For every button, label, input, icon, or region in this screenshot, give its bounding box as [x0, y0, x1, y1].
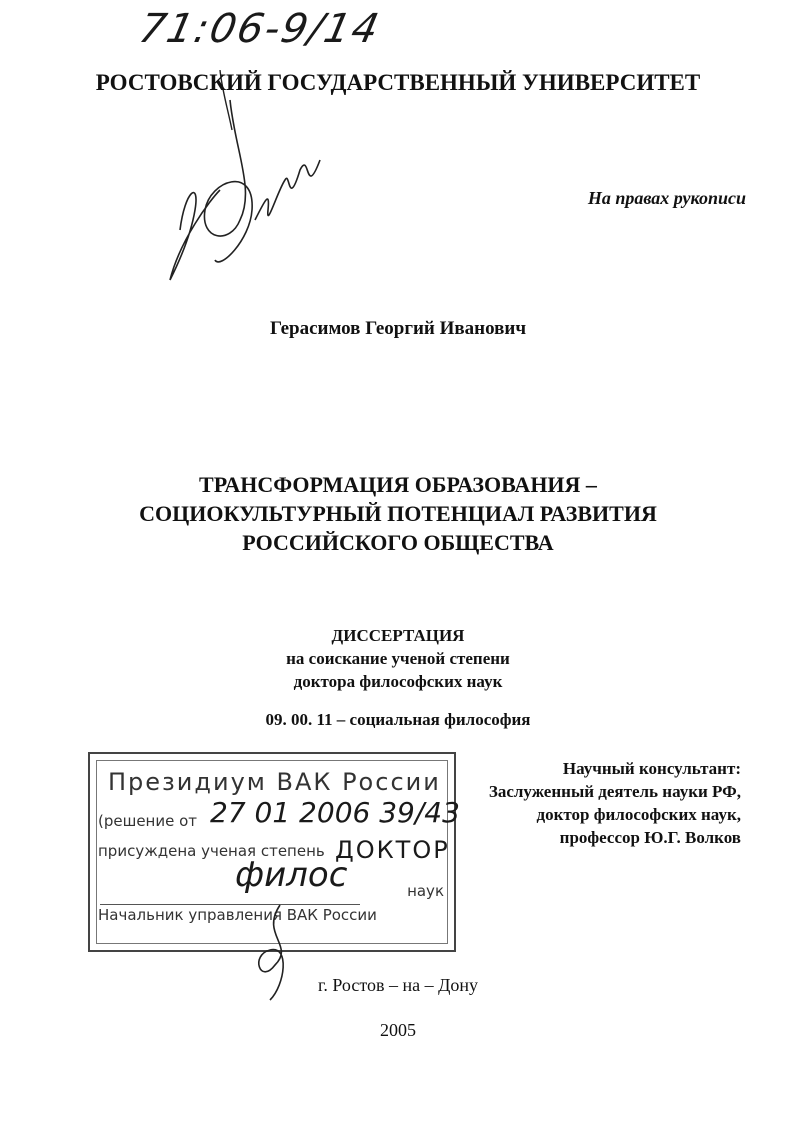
- stamp-line: присуждена ученая степень: [98, 842, 325, 860]
- title-line: ТРАНСФОРМАЦИЯ ОБРАЗОВАНИЯ –: [199, 472, 597, 497]
- consultant-line: Заслуженный деятель науки РФ,: [488, 782, 741, 801]
- stamp-line: Президиум ВАК России: [108, 768, 441, 796]
- title-line: РОССИЙСКОГО ОБЩЕСТВА: [242, 530, 554, 555]
- dissertation-line: на соискание ученой степени: [286, 649, 510, 668]
- year: 2005: [380, 1020, 416, 1040]
- consultant-line: доктор философских наук,: [536, 805, 741, 824]
- dissertation-title: [0, 470, 796, 557]
- dissertation-line: доктора философских наук: [293, 672, 503, 691]
- handwritten-date: 27 01 2006 39/43: [210, 796, 460, 829]
- scientific-consultant: [489, 757, 741, 849]
- dissertation-block: [0, 624, 796, 693]
- stamp-line: Начальник управления ВАК России: [98, 906, 377, 924]
- dissertation-heading: ДИССЕРТАЦИЯ: [331, 626, 465, 645]
- archive-number: 71:06-9/14: [135, 6, 385, 52]
- signature-icon: [160, 70, 350, 290]
- stamp-line: наук: [407, 882, 444, 900]
- stamp-degree: ДОКТОР: [335, 836, 450, 864]
- city: г. Ростов – на – Дону: [317, 975, 478, 995]
- stamp-rule: [100, 904, 360, 905]
- consultant-label: Научный консультант:: [562, 759, 741, 778]
- specialty: 09. 00. 11 – социальная философия: [265, 710, 531, 729]
- author-name: Герасимов Георгий Иванович: [269, 318, 527, 339]
- consultant-line: профессор Ю.Г. Волков: [559, 828, 741, 847]
- rights-note: На правах рукописи: [587, 188, 746, 208]
- handwritten-field: филос: [235, 855, 348, 895]
- stamp-line: (решение от: [98, 812, 198, 830]
- university-name: РОСТОВСКИЙ ГОСУДАРСТВЕННЫЙ УНИВЕРСИТЕТ: [95, 70, 701, 95]
- title-line: СОЦИОКУЛЬТУРНЫЙ ПОТЕНЦИАЛ РАЗВИТИЯ: [139, 501, 657, 526]
